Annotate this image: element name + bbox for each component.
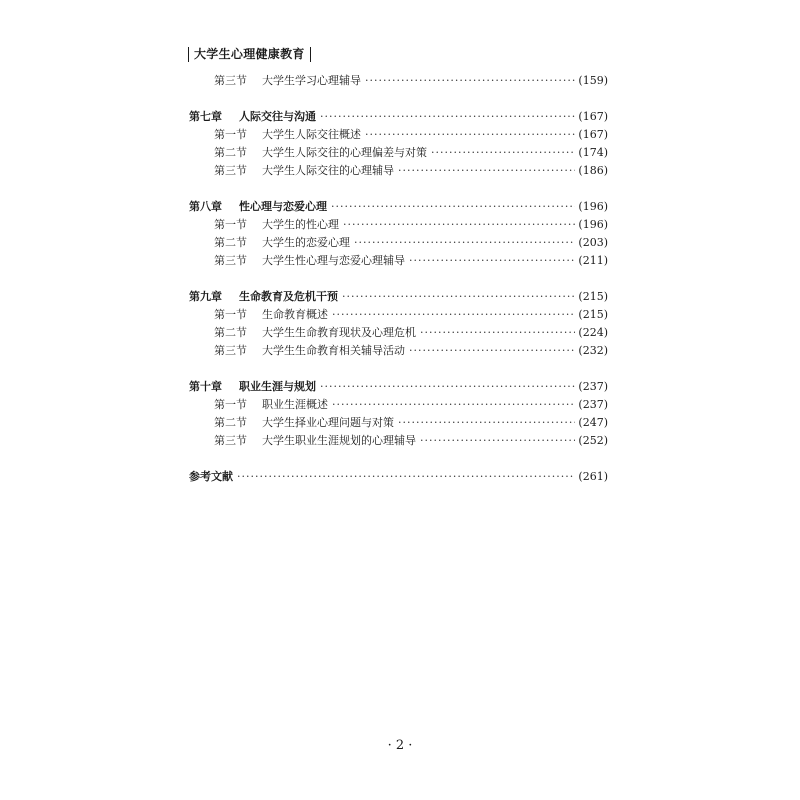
- section-number: 第三节: [214, 164, 247, 177]
- section-number: 第三节: [214, 254, 247, 267]
- dot-leader: [398, 162, 575, 180]
- toc-section-entry[interactable]: [214, 252, 608, 270]
- dot-leader: [342, 288, 575, 306]
- chapter-number: 第八章: [189, 200, 222, 213]
- toc-section-entry[interactable]: [214, 306, 608, 324]
- toc-section-entry[interactable]: [214, 342, 608, 360]
- running-head-title: 大学生心理健康教育: [194, 47, 305, 61]
- page-number: (215): [578, 290, 608, 303]
- toc-section-entry[interactable]: [214, 162, 608, 180]
- page-number: (224): [578, 326, 608, 339]
- toc-section-entry[interactable]: [214, 234, 608, 252]
- page-number: (237): [578, 380, 608, 393]
- section-number: 第三节: [214, 344, 247, 357]
- section-title: 职业生涯概述: [262, 398, 328, 411]
- chapter-title: 人际交往与沟通: [239, 110, 316, 123]
- toc-section-entry[interactable]: [214, 414, 608, 432]
- section-number: 第二节: [214, 326, 247, 339]
- section-title: 大学生生命教育现状及心理危机: [262, 326, 416, 339]
- toc-references-entry[interactable]: [189, 468, 608, 486]
- page-number: (203): [578, 236, 608, 249]
- section-number: 第一节: [214, 128, 247, 141]
- section-title: 大学生人际交往概述: [262, 128, 361, 141]
- toc-section-entry[interactable]: [214, 216, 608, 234]
- page-number: (211): [578, 254, 608, 267]
- toc-section-entry[interactable]: [214, 396, 608, 414]
- references-title: 参考文献: [189, 470, 233, 483]
- section-number: 第一节: [214, 308, 247, 321]
- page-number: (196): [578, 200, 608, 213]
- page-number: (167): [578, 110, 608, 123]
- page-number: (232): [578, 344, 608, 357]
- toc-chapter-entry[interactable]: [189, 288, 608, 306]
- section-number: 第二节: [214, 236, 247, 249]
- section-number: 第一节: [214, 398, 247, 411]
- toc-section-entry[interactable]: [214, 432, 608, 450]
- toc-section-entry[interactable]: [214, 126, 608, 144]
- chapter-number: 第九章: [189, 290, 222, 303]
- section-title: 大学生职业生涯规划的心理辅导: [262, 434, 416, 447]
- dot-leader: [320, 378, 575, 396]
- section-title: 大学生生命教育相关辅导活动: [262, 344, 405, 357]
- chapter-title: 职业生涯与规划: [239, 380, 316, 393]
- page-folio: · 2 ·: [387, 738, 413, 753]
- page-number: (167): [578, 128, 608, 141]
- toc-chapter-entry[interactable]: [189, 198, 608, 216]
- page-number: (247): [578, 416, 608, 429]
- dot-leader: [365, 72, 575, 90]
- dot-leader: [365, 126, 575, 144]
- dot-leader: [354, 234, 575, 252]
- toc-chapter-entry[interactable]: [189, 378, 608, 396]
- dot-leader: [332, 306, 575, 324]
- section-title: 大学生择业心理问题与对策: [262, 416, 394, 429]
- section-number: 第三节: [214, 434, 247, 447]
- section-title: 大学生的性心理: [262, 218, 339, 231]
- dot-leader: [420, 432, 575, 450]
- section-title: 生命教育概述: [262, 308, 328, 321]
- chapter-title: 性心理与恋爱心理: [239, 200, 327, 213]
- section-number: 第一节: [214, 218, 247, 231]
- section-number: 第二节: [214, 146, 247, 159]
- page-number: (159): [578, 74, 608, 87]
- dot-leader: [420, 324, 575, 342]
- dot-leader: [409, 342, 575, 360]
- page-number: (196): [578, 218, 608, 231]
- toc-section-entry[interactable]: [214, 72, 608, 90]
- dot-leader: [409, 252, 575, 270]
- dot-leader: [331, 198, 575, 216]
- section-title: 大学生学习心理辅导: [262, 74, 361, 87]
- section-title: 大学生人际交往的心理偏差与对策: [262, 146, 427, 159]
- section-title: 大学生人际交往的心理辅导: [262, 164, 394, 177]
- page-number: (215): [578, 308, 608, 321]
- page-number: (261): [578, 470, 608, 483]
- section-title: 大学生的恋爱心理: [262, 236, 350, 249]
- toc-chapter-entry[interactable]: [189, 108, 608, 126]
- section-number: 第三节: [214, 74, 247, 87]
- dot-leader: [343, 216, 575, 234]
- toc-section-entry[interactable]: [214, 144, 608, 162]
- dot-leader: [332, 396, 575, 414]
- dot-leader: [237, 468, 575, 486]
- dot-leader: [320, 108, 575, 126]
- toc-section-entry[interactable]: [214, 324, 608, 342]
- section-number: 第二节: [214, 416, 247, 429]
- dot-leader: [398, 414, 575, 432]
- dot-leader: [431, 144, 575, 162]
- section-title: 大学生性心理与恋爱心理辅导: [262, 254, 405, 267]
- page-number: (174): [578, 146, 608, 159]
- chapter-number: 第七章: [189, 110, 222, 123]
- chapter-number: 第十章: [189, 380, 222, 393]
- chapter-title: 生命教育及危机干预: [239, 290, 338, 303]
- page-number: (252): [578, 434, 608, 447]
- page-number: (186): [578, 164, 608, 177]
- page-number: (237): [578, 398, 608, 411]
